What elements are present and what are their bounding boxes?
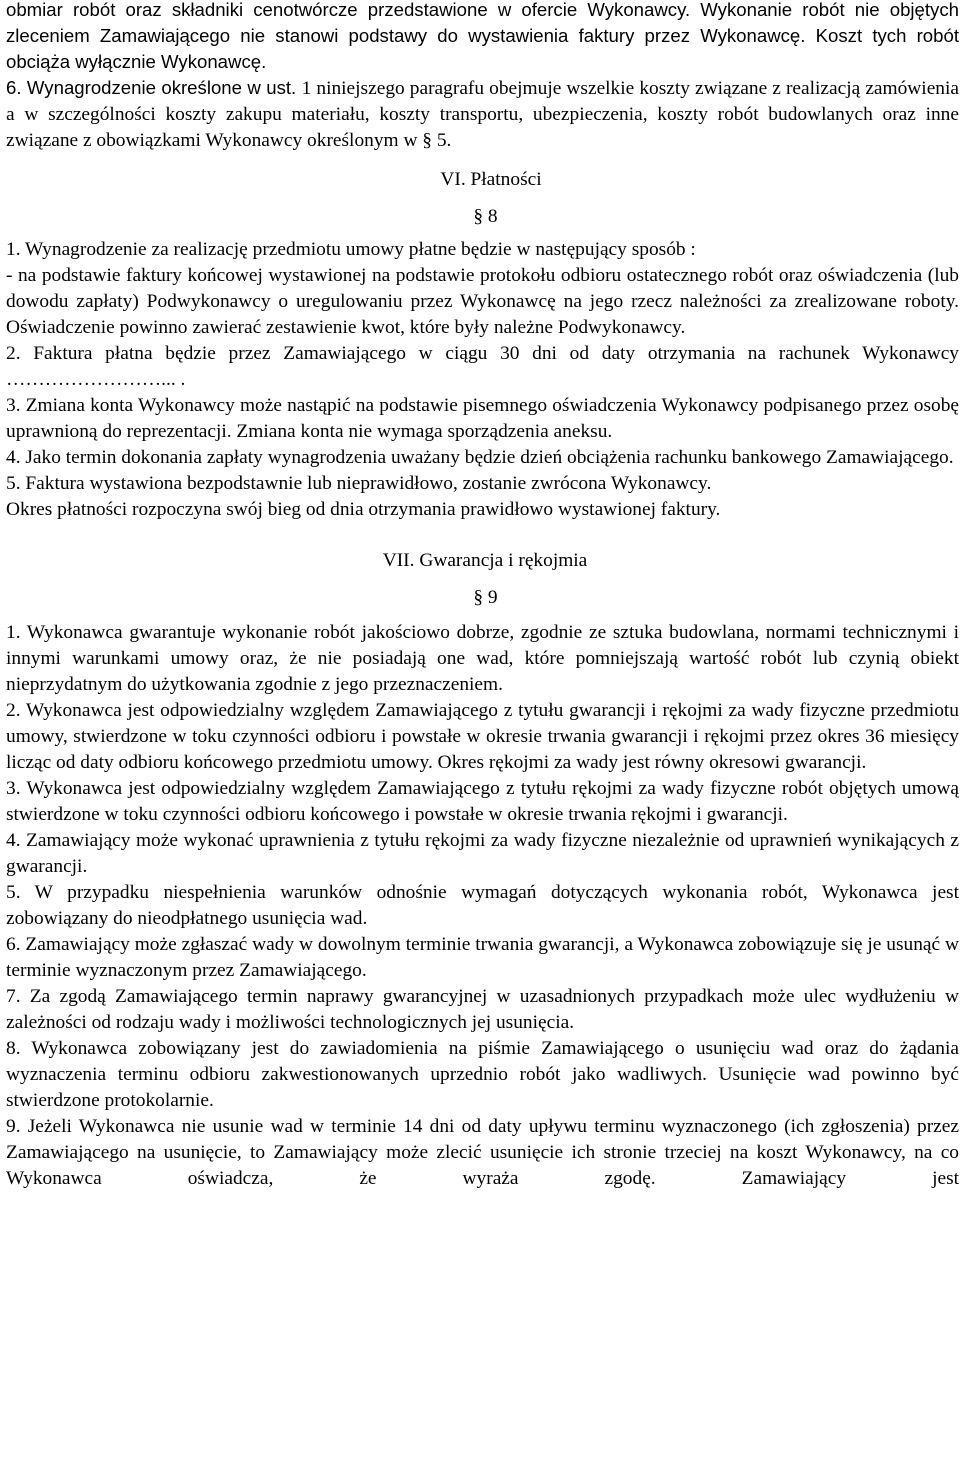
clause-6-prefix: 6. Wynagrodzenie określone w ust. xyxy=(6,77,302,98)
clause-6-rest: 1 niniejszego paragrafu obejmuje wszelkie koszty związane z realizacją zamówienia a w szczególności koszty zakupu materiału, koszty transportu, ubezpieczenia, koszty robót budowlanych oraz inne związane z obowiązkami Wykonawcy określonym w § 5. xyxy=(6,78,959,151)
warranty-item-8: 8. Wykonawca zobowiązany jest do zawiadomienia na piśmie Zamawiającego o usunięciu wad oraz do żądania wyznaczenia terminu odbioru zakwestionowanych uprzednio robót jako wadliwych. Usunięcie wad powinno być stwierdzone protokolarnie. xyxy=(6,1038,959,1111)
warranty-item-3: 3. Wykonawca jest odpowiedzialny względem Zamawiającego z tytułu rękojmi za wady fizyczne robót objętych umową stwierdzone w toku czynności odbioru końcowego i powstałe w okresie trwania rękojmi i gwarancji. xyxy=(6,778,959,825)
section-vi-body xyxy=(6,237,959,523)
section-vi-paragraph-sign: § 8 xyxy=(473,206,498,227)
payment-item-basis: - na podstawie faktury końcowej wystawionej na podstawie protokołu odbioru ostatecznego robót oraz oświadczenia (lub dowodu zapłaty) Podwykonawcy o uregulowaniu przez Wykonawcę na jego rzecz należności za zrealizowane roboty. Oświadczenie powinno zawierać zestawienie kwot, które były należne Podwykonawcy. xyxy=(6,265,959,338)
payment-item-2: 2. Faktura płatna będzie przez Zamawiającego w ciągu 30 dni od daty otrzymania na rachunek Wykonawcy ……………………... . xyxy=(6,343,959,390)
text-continuation: obmiar robót oraz składniki cenotwórcze przedstawione w ofercie Wykonawcy. Wykonanie robót nie objętych zleceniem Zamawiającego nie stanowi podstawy do wystawienia faktury przez Wykonawcę. Koszt tych robót obciąża wyłącznie Wykonawcę. xyxy=(6,0,959,72)
warranty-item-6: 6. Zamawiający może zgłaszać wady w dowolnym terminie trwania gwarancji, a Wykonawca zobowiązuje się je usunąć w terminie wyznaczonym przez Zamawiającego. xyxy=(6,934,959,981)
payment-item-3: 3. Zmiana konta Wykonawcy może nastąpić na podstawie pisemnego oświadczenia Wykonawcy podpisanego przez osobę uprawnioną do reprezentacji. Zmiana konta nie wymaga sporządzenia aneksu. xyxy=(6,395,959,442)
section-vii-body xyxy=(6,620,959,1192)
warranty-item-9: 9. Jeżeli Wykonawca nie usunie wad w terminie 14 dni od daty upływu terminu wyznaczonego (ich zgłoszenia) przez Zamawiającego na usunięcie, to Zamawiający może zlecić usunięcie ich stronie trzeciej na koszt Wykonawcy, na co Wykonawca oświadcza, że wyraża zgodę. Zamawiający jest xyxy=(6,1116,959,1189)
section-vii-title: VII. Gwarancja i rękojmia xyxy=(382,550,588,571)
payment-item-5: 5. Faktura wystawiona bezpodstawnie lub nieprawidłowo, zostanie zwrócona Wykonawcy. xyxy=(6,473,712,494)
payment-period-note: Okres płatności rozpoczyna swój bieg od dnia otrzymania prawidłowo wystawionej faktury. xyxy=(6,499,721,520)
payment-item-4: 4. Jako termin dokonania zapłaty wynagrodzenia uważany będzie dzień obciążenia rachunku bankowego Zamawiającego. xyxy=(6,447,954,468)
warranty-item-1: 1. Wykonawca gwarantuje wykonanie robót jakościowo dobrze, zgodnie ze sztuka budowlana, normami technicznymi i innymi warunkami umowy oraz, że nie posiadają one wad, które pomniejszają wartość robót lub czynią obiekt nieprzydatnym do użytkowania zgodnie z jego przeznaczeniem. xyxy=(6,622,959,695)
warranty-item-5: 5. W przypadku niespełnienia warunków odnośnie wymagań dotyczących wykonania robót, Wykonawca jest zobowiązany do nieodpłatnego usunięcia wad. xyxy=(6,882,959,929)
warranty-item-4: 4. Zamawiający może wykonać uprawnienia z tytułu rękojmi za wady fizyczne niezależnie od uprawnień wynikających z gwarancji. xyxy=(6,830,959,877)
section-vii-paragraph-sign: § 9 xyxy=(473,587,498,608)
payment-item-1: 1. Wynagrodzenie za realizację przedmiotu umowy płatne będzie w następujący sposób : xyxy=(6,239,696,260)
section-vi-title: VI. Płatności xyxy=(440,169,542,190)
warranty-item-2: 2. Wykonawca jest odpowiedzialny względem Zamawiającego z tytułu gwarancji i rękojmi za wady fizyczne przedmiotu umowy, stwierdzone w toku czynności odbioru i powstałe w okresie trwania gwarancji i rękojmi przez okres 36 miesięcy licząc od daty odbioru końcowego przedmiotu umowy. Okres rękojmi za wady jest równy okresowi gwarancji. xyxy=(6,700,959,773)
warranty-item-7: 7. Za zgodą Zamawiającego termin naprawy gwarancyjnej w uzasadnionych przypadkach może ulec wydłużeniu w zależności od rodzaju wady i możliwości technologicznych jej usunięcia. xyxy=(6,986,959,1033)
document-page xyxy=(6,0,959,1192)
clause-6-remuneration xyxy=(6,75,959,154)
